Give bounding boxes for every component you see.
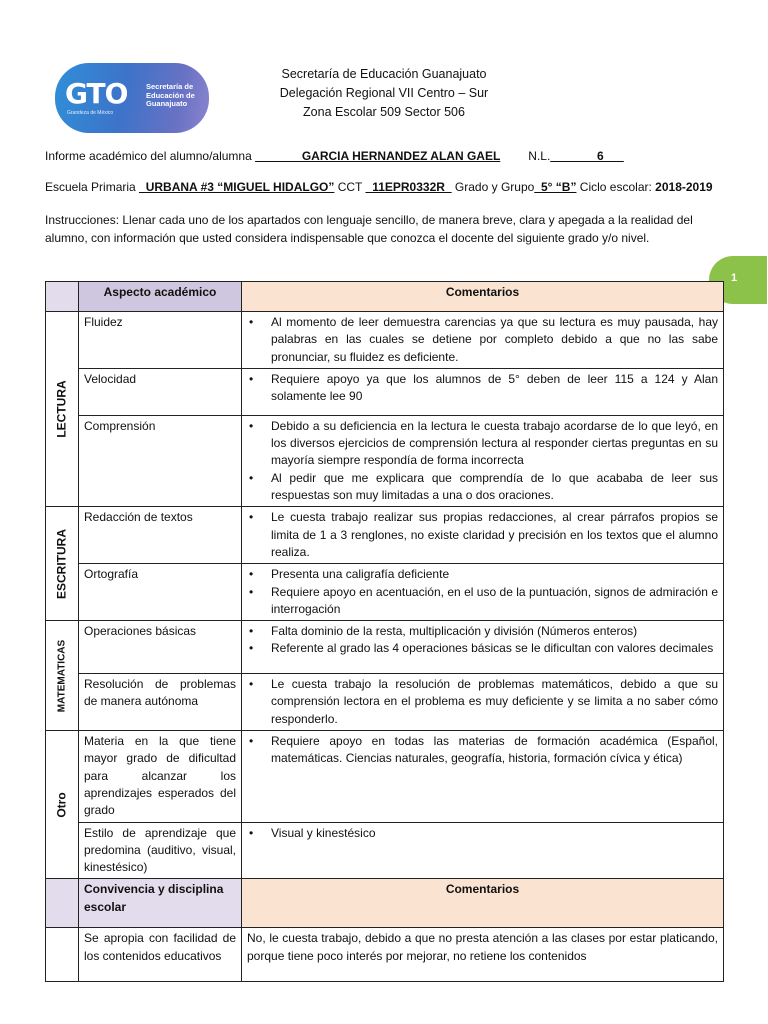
nl-label: N.L. — [528, 149, 551, 163]
convivencia-corner-cell — [46, 879, 79, 928]
aspect-estilo: Estilo de aprendizaje que predomina (auditivo, visual, kinestésico) — [79, 822, 242, 879]
school-label: Escuela Primaria — [45, 180, 140, 194]
comment-resolucion — [242, 674, 724, 731]
gto-logo — [55, 63, 209, 133]
comment-fluidez — [242, 312, 724, 369]
table-row — [46, 928, 724, 982]
instructions: Instrucciones: Llenar cada uno de los apartados con lenguaje sencillo, de manera breve, clara y apegada a la realidad del alumno, con información que usted considera indispensable que conozca el docente del siguiente grado y/o nivel. — [45, 213, 693, 245]
table-row — [46, 879, 724, 928]
convivencia-side-cell — [46, 928, 79, 982]
list-item: • Referente al grado las 4 operaciones básicas se le dificultan con valores decimales — [271, 640, 718, 657]
convivencia-comments-header: Comentarios — [242, 879, 724, 928]
section-otro-label: Otro — [54, 792, 69, 818]
aspect-comprension: Comprensión — [79, 415, 242, 506]
aspect-fluidez: Fluidez — [79, 312, 242, 369]
school-line — [45, 180, 713, 194]
aspect-operaciones: Operaciones básicas — [79, 621, 242, 674]
section-escritura — [46, 507, 79, 621]
list-item: • Visual y kinestésico — [271, 825, 718, 842]
list-item: • Al pedir que me explicara que comprendía de lo que acababa de leer sus respuestas son muy limitadas a una o dos oraciones. — [271, 470, 718, 505]
table-row — [46, 621, 724, 674]
list-item: • Al momento de leer demuestra carencias ya que su lectura es muy pausada, hay palabras en las cuales se detiene por completo debido a que no las sabe pronunciar, su fluidez es deficiente. — [271, 314, 718, 366]
header-corner-cell — [46, 282, 79, 312]
table-row — [46, 731, 724, 822]
header-line-2: Delegación Regional VII Centro – Sur — [279, 86, 489, 100]
list-item: • Presenta una caligrafía deficiente — [271, 566, 718, 583]
comment-redaccion — [242, 507, 724, 564]
document-header — [200, 65, 568, 122]
comment-ortografia — [242, 564, 724, 621]
cycle-value: 2018-2019 — [655, 180, 713, 194]
list-item: • Debido a su deficiencia en la lectura le cuesta trabajo acordarse de lo que leyó, en los diversos ejercicios de comprensión lectura al responder ciertas preguntas en su mayoría siempre respondía de forma incorrecta — [271, 418, 718, 470]
student-label: Informe académico del alumno/alumna — [45, 149, 256, 163]
section-matematicas — [46, 621, 79, 731]
school-name: _URBANA #3 “MIGUEL HIDALGO” — [139, 180, 335, 194]
table-row — [46, 415, 724, 506]
student-name: _______GARCIA HERNANDEZ ALAN GAEL — [255, 149, 501, 163]
grade-value: _5° “B” — [534, 180, 577, 194]
table-row — [46, 674, 724, 731]
section-matematicas-label: MATEMATICAS — [56, 639, 68, 712]
list-item: • Requiere apoyo ya que los alumnos de 5° deben de leer 115 a 124 y Alan solamente lee 90 — [271, 371, 718, 406]
table-row — [46, 564, 724, 621]
cct-label: CCT — [334, 180, 366, 194]
header-line-3: Zona Escolar 509 Sector 506 — [303, 105, 465, 119]
comment-materia — [242, 731, 724, 822]
aspect-velocidad: Velocidad — [79, 368, 242, 415]
comment-operaciones — [242, 621, 724, 674]
comment-comprension — [242, 415, 724, 506]
table-row — [46, 822, 724, 879]
table-row — [46, 312, 724, 369]
comment-apropia: No, le cuesta trabajo, debido a que no presta atención a las clases por estar platicando, porque tiene poco interés por mejorar, no retiene los contenidos — [242, 928, 724, 982]
section-escritura-label: ESCRITURA — [54, 528, 69, 599]
table-row — [46, 368, 724, 415]
aspect-ortografia: Ortografía — [79, 564, 242, 621]
nl-value: _______6___ — [550, 149, 624, 163]
section-otro — [46, 731, 79, 879]
gto-logo-institution: Secretaría de Educación de Guanajuato — [146, 82, 195, 108]
convivencia-header: Convivencia y disciplina escolar — [79, 879, 242, 928]
list-item: • Le cuesta trabajo la resolución de problemas matemáticos, debido a que su comprensión lectora en el problema es muy deficiente y se limita a no saber cómo responderlo. — [271, 676, 718, 728]
cct-value: _11EPR0332R_ — [365, 180, 452, 194]
list-item: • Requiere apoyo en todas las materias de formación académica (Español, matemáticas. Ciencias naturales, geografía, historia, formación cívica y ética) — [271, 733, 718, 768]
list-item: • Requiere apoyo en acentuación, en el uso de la puntuación, signos de admiración e interrogación — [271, 584, 718, 619]
grade-label: Grado y Grupo — [451, 180, 535, 194]
comment-estilo — [242, 822, 724, 879]
academic-report-table — [45, 281, 724, 982]
section-lectura-label: LECTURA — [54, 380, 69, 438]
student-line — [45, 149, 624, 163]
aspect-apropia: Se apropia con facilidad de los contenidos educativos — [79, 928, 242, 982]
comments-column-header: Comentarios — [242, 282, 724, 312]
table-row — [46, 507, 724, 564]
gto-logo-text: GTO — [65, 77, 128, 110]
gto-logo-tagline: Grandeza de México — [67, 110, 114, 116]
comment-velocidad — [242, 368, 724, 415]
header-line-1: Secretaría de Educación Guanajuato — [281, 67, 487, 81]
section-lectura — [46, 312, 79, 507]
aspect-redaccion: Redacción de textos — [79, 507, 242, 564]
list-item: • Falta dominio de la resta, multiplicación y división (Números enteros) — [271, 623, 718, 640]
cycle-label: Ciclo escolar: — [576, 180, 656, 194]
page-number: 1 — [731, 272, 738, 284]
table-header-row — [46, 282, 724, 312]
aspect-column-header: Aspecto académico — [79, 282, 242, 312]
list-item: • Le cuesta trabajo realizar sus propias redacciones, al crear párrafos propios se limita de 1 a 3 renglones, no existe claridad y precisión en los textos que el alumno realiza. — [271, 509, 718, 561]
aspect-materia: Materia en la que tiene mayor grado de dificultad para alcanzar los aprendizajes esperados del grado — [79, 731, 242, 822]
aspect-resolucion: Resolución de problemas de manera autónoma — [79, 674, 242, 731]
